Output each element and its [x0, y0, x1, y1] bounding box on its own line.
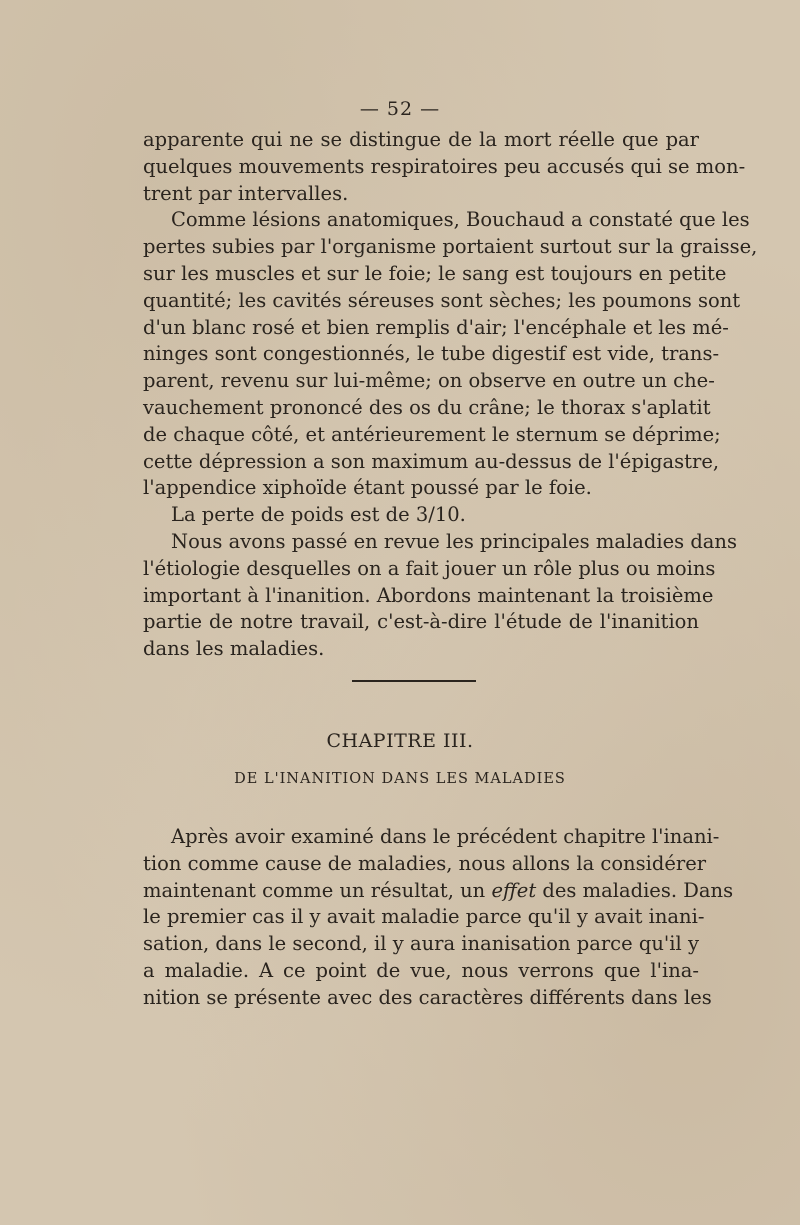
text-line: trent par intervalles.: [143, 181, 349, 205]
text-block-intro: [143, 127, 758, 663]
section-divider: [352, 680, 476, 682]
text-line: Nous avons passé en revue les principales maladies dans: [171, 529, 737, 553]
text-line-with-emphasis: [143, 878, 734, 905]
text-line: sation, dans le second, il y aura inanisation parce qu'il y: [143, 932, 699, 956]
text-line: Après avoir examiné dans le précédent chapitre l'inani-: [171, 825, 720, 848]
chapter-subtitle: DE L'INANITION DANS LES MALADIES: [234, 771, 566, 787]
text-line: parent, revenu sur lui-même; on observe en outre un che-: [143, 369, 715, 393]
text-line: quelques mouvements respiratoires peu accusés qui se mon-: [143, 154, 746, 178]
text-line: La perte de poids est de 3/10.: [171, 503, 466, 527]
text-line: dans les maladies.: [143, 637, 325, 661]
text-line: important à l'inanition. Abordons maintenant la troisième: [143, 583, 714, 607]
text-fragment: des maladies. Dans: [536, 878, 734, 902]
emphasis-word: effet: [491, 878, 537, 902]
page-number: — 52 —: [359, 98, 441, 120]
text-line: apparente qui ne se distingue de la mort réelle que par: [143, 128, 699, 151]
text-line: cette dépression a son maximum au-dessus de l'épigastre,: [143, 449, 720, 473]
text-line: partie de notre travail, c'est-à-dire l'étude de l'inanition: [143, 610, 699, 634]
text-line: a maladie. A ce point de vue, nous verrons que l'ina-: [143, 958, 699, 982]
text-line: le premier cas il y avait maladie parce qu'il y avait inani-: [143, 905, 705, 929]
text-line: ninges sont congestionnés, le tube digestif est vide, trans-: [143, 342, 720, 366]
text-fragment: maintenant comme un résultat, un: [143, 878, 492, 902]
text-line: pertes subies par l'organisme portaient surtout sur la graisse,: [143, 235, 758, 259]
chapter-title: CHAPITRE III.: [326, 730, 474, 752]
text-line: sur les muscles et sur le foie; le sang est toujours en petite: [143, 261, 727, 285]
text-line: l'appendice xiphoïde étant poussé par le foie.: [143, 476, 592, 500]
text-line: de chaque côté, et antérieurement le sternum se déprime;: [143, 422, 721, 446]
text-line: vauchement prononcé des os du crâne; le thorax s'aplatit: [143, 395, 711, 419]
text-line: Comme lésions anatomiques, Bouchaud a constaté que les: [171, 208, 750, 232]
text-line: l'étiologie desquelles on a fait jouer un rôle plus ou moins: [143, 556, 716, 580]
text-line: quantité; les cavités séreuses sont sèches; les poumons sont: [143, 288, 741, 312]
text-block-chapter: [143, 824, 734, 1012]
text-line: d'un blanc rosé et bien remplis d'air; l'encéphale et les mé-: [143, 315, 729, 339]
text-line: nition se présente avec des caractères différents dans les: [143, 985, 712, 1009]
text-line: tion comme cause de maladies, nous allons la considérer: [143, 851, 707, 875]
